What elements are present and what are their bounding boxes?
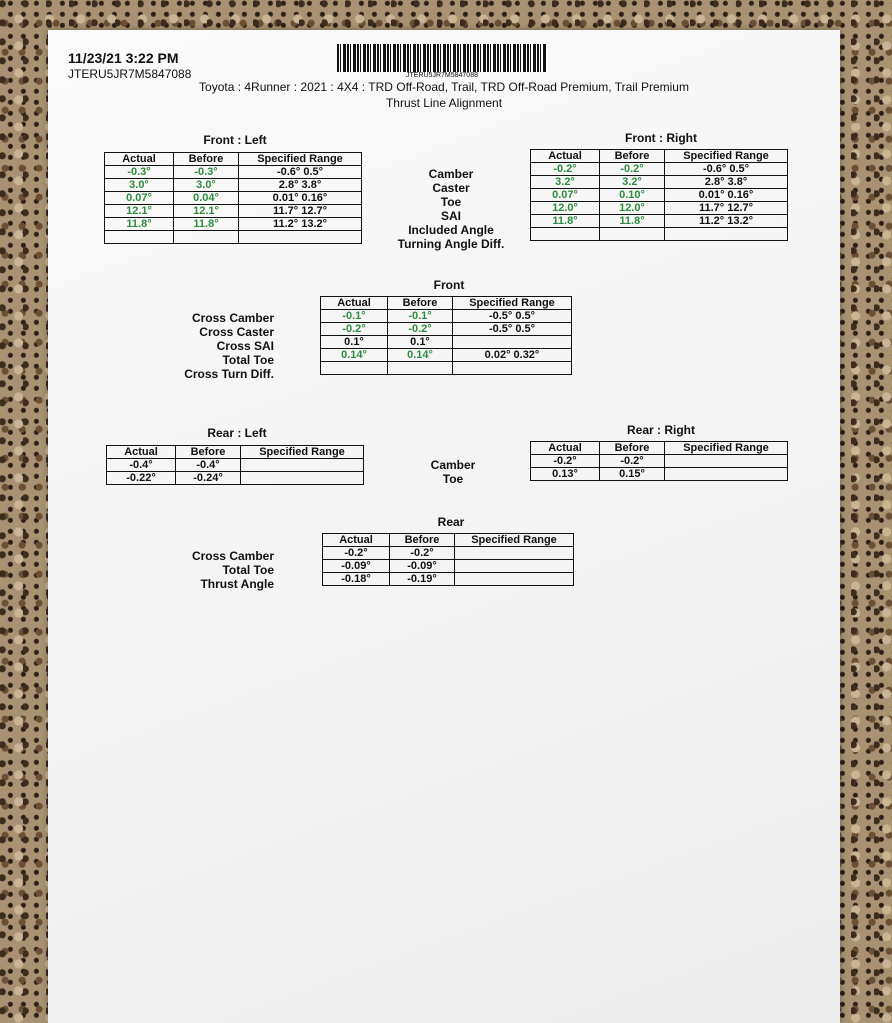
row-label: Toe xyxy=(440,195,462,209)
cell-actual xyxy=(105,231,174,244)
cell-before: -0.4° xyxy=(176,459,241,472)
cell-actual: 0.07° xyxy=(105,192,174,205)
cell-actual: 3.2° xyxy=(531,176,600,189)
col-before: Before xyxy=(390,534,455,547)
cell-range xyxy=(455,573,574,586)
table-row xyxy=(105,179,362,192)
table-row xyxy=(531,228,788,241)
front-cross-table xyxy=(320,296,572,375)
table-row xyxy=(105,205,362,218)
table-row xyxy=(531,202,788,215)
table-row xyxy=(323,560,574,573)
cell-range xyxy=(453,362,572,375)
cell-range: 2.8° 3.8° xyxy=(239,179,362,192)
table-row xyxy=(321,323,572,336)
row-label: Total Toe xyxy=(222,563,274,577)
cell-actual: 12.1° xyxy=(105,205,174,218)
table-row xyxy=(105,231,362,244)
cell-actual: -0.22° xyxy=(107,472,176,485)
col-range: Specified Range xyxy=(665,442,788,455)
cell-range xyxy=(455,560,574,573)
cell-range xyxy=(665,455,788,468)
table-row xyxy=(531,163,788,176)
cell-actual: -0.2° xyxy=(323,547,390,560)
rear-left-title: Rear : Left xyxy=(207,426,267,440)
row-label: Camber xyxy=(430,458,476,472)
cell-actual: 0.13° xyxy=(531,468,600,481)
row-label: Cross Turn Diff. xyxy=(184,367,274,381)
cell-actual: -0.2° xyxy=(321,323,388,336)
cell-before xyxy=(388,362,453,375)
cell-before: 3.0° xyxy=(174,179,239,192)
table-row xyxy=(107,472,364,485)
table-row xyxy=(531,176,788,189)
table-row xyxy=(321,310,572,323)
table-row xyxy=(321,336,572,349)
table-row xyxy=(107,459,364,472)
col-range: Specified Range xyxy=(241,446,364,459)
rear-right-title: Rear : Right xyxy=(626,423,695,437)
cell-before: 12.0° xyxy=(600,202,665,215)
cell-actual: -0.2° xyxy=(531,455,600,468)
cell-before: 0.04° xyxy=(174,192,239,205)
cell-range xyxy=(455,547,574,560)
cell-before: -0.3° xyxy=(174,166,239,179)
cell-range: -0.5° 0.5° xyxy=(453,310,572,323)
cell-before: -0.1° xyxy=(388,310,453,323)
col-actual: Actual xyxy=(105,153,174,166)
cell-range: -0.5° 0.5° xyxy=(453,323,572,336)
cell-actual: 0.14° xyxy=(321,349,388,362)
row-label: Cross SAI xyxy=(216,339,274,353)
cell-before: 0.1° xyxy=(388,336,453,349)
row-label: Cross Camber xyxy=(191,311,274,325)
cell-before: -0.24° xyxy=(176,472,241,485)
front-right-title: Front : Right xyxy=(625,131,697,145)
front-row-labels xyxy=(378,167,524,251)
col-range: Specified Range xyxy=(239,153,362,166)
cell-range xyxy=(453,336,572,349)
front-cross-title: Front xyxy=(433,278,465,292)
vehicle-description: Toyota : 4Runner : 2021 : 4X4 : TRD Off-Road, Trail, TRD Off-Road Premium, Trail Premium xyxy=(199,80,689,94)
col-actual: Actual xyxy=(323,534,390,547)
cell-actual xyxy=(321,362,388,375)
cell-before: -0.19° xyxy=(390,573,455,586)
cell-range: 0.01° 0.16° xyxy=(239,192,362,205)
row-label: Cross Caster xyxy=(199,325,274,339)
col-before: Before xyxy=(176,446,241,459)
rear-row-labels xyxy=(408,458,498,486)
cell-before: 12.1° xyxy=(174,205,239,218)
rear-cross-table xyxy=(322,533,574,586)
col-range: Specified Range xyxy=(455,534,574,547)
cell-range xyxy=(239,231,362,244)
cell-range: -0.6° 0.5° xyxy=(239,166,362,179)
col-actual: Actual xyxy=(531,150,600,163)
cell-before xyxy=(600,228,665,241)
cell-actual: 12.0° xyxy=(531,202,600,215)
table-row xyxy=(105,166,362,179)
front-left-table xyxy=(104,152,362,244)
cell-range: 11.7° 12.7° xyxy=(239,205,362,218)
cell-before: -0.2° xyxy=(600,455,665,468)
cell-actual: 11.8° xyxy=(105,218,174,231)
col-actual: Actual xyxy=(321,297,388,310)
row-label: Thrust Angle xyxy=(200,577,274,591)
cell-actual: -0.09° xyxy=(323,560,390,573)
col-actual: Actual xyxy=(107,446,176,459)
table-row xyxy=(321,349,572,362)
cell-range xyxy=(241,459,364,472)
cell-actual: 3.0° xyxy=(105,179,174,192)
col-range: Specified Range xyxy=(665,150,788,163)
row-label: Included Angle xyxy=(408,223,494,237)
cell-actual: -0.1° xyxy=(321,310,388,323)
rear-right-table xyxy=(530,441,788,481)
table-row xyxy=(321,362,572,375)
alignment-type: Thrust Line Alignment xyxy=(385,96,503,110)
cell-actual: -0.18° xyxy=(323,573,390,586)
cell-before: 0.14° xyxy=(388,349,453,362)
table-row xyxy=(531,468,788,481)
cell-before: -0.2° xyxy=(388,323,453,336)
cell-range: 2.8° 3.8° xyxy=(665,176,788,189)
cell-before: -0.2° xyxy=(600,163,665,176)
table-row xyxy=(105,192,362,205)
cell-range: 11.2° 13.2° xyxy=(665,215,788,228)
cell-actual: 0.1° xyxy=(321,336,388,349)
cell-before: 0.15° xyxy=(600,468,665,481)
front-right-table xyxy=(530,149,788,241)
table-row xyxy=(105,218,362,231)
col-before: Before xyxy=(600,150,665,163)
cell-range: -0.6° 0.5° xyxy=(665,163,788,176)
cell-actual: -0.2° xyxy=(531,163,600,176)
cell-actual xyxy=(531,228,600,241)
row-label: Cross Camber xyxy=(191,549,274,563)
rear-cross-title: Rear xyxy=(437,515,465,529)
cell-range xyxy=(665,468,788,481)
cell-actual: -0.3° xyxy=(105,166,174,179)
cell-before: 11.8° xyxy=(600,215,665,228)
table-row xyxy=(531,455,788,468)
vin-barcode xyxy=(337,44,547,72)
cell-before xyxy=(174,231,239,244)
barcode-caption: JTERU5JR7M5847088 xyxy=(406,72,478,79)
col-before: Before xyxy=(600,442,665,455)
col-before: Before xyxy=(174,153,239,166)
col-range: Specified Range xyxy=(453,297,572,310)
cell-actual: 11.8° xyxy=(531,215,600,228)
col-actual: Actual xyxy=(531,442,600,455)
alignment-printout xyxy=(48,30,840,1023)
cell-range xyxy=(241,472,364,485)
cell-before: -0.2° xyxy=(390,547,455,560)
cell-range: 11.7° 12.7° xyxy=(665,202,788,215)
rear-cross-labels xyxy=(144,549,274,591)
cell-before: 0.10° xyxy=(600,189,665,202)
row-label: Camber xyxy=(428,167,474,181)
table-row xyxy=(323,547,574,560)
front-left-title: Front : Left xyxy=(203,133,267,147)
cell-actual: -0.4° xyxy=(107,459,176,472)
rear-left-table xyxy=(106,445,364,485)
cell-range: 0.02° 0.32° xyxy=(453,349,572,362)
cell-before: 3.2° xyxy=(600,176,665,189)
front-cross-labels xyxy=(144,311,274,381)
table-row xyxy=(531,215,788,228)
vin-number: JTERU5JR7M5847088 xyxy=(68,67,192,81)
row-label: SAI xyxy=(440,209,461,223)
cell-before: -0.09° xyxy=(390,560,455,573)
col-before: Before xyxy=(388,297,453,310)
print-datetime: 11/23/21 3:22 PM xyxy=(68,50,179,66)
cell-range: 0.01° 0.16° xyxy=(665,189,788,202)
table-row xyxy=(323,573,574,586)
row-label: Toe xyxy=(442,472,464,486)
cell-before: 11.8° xyxy=(174,218,239,231)
cell-actual: 0.07° xyxy=(531,189,600,202)
cell-range: 11.2° 13.2° xyxy=(239,218,362,231)
table-row xyxy=(531,189,788,202)
row-label: Total Toe xyxy=(222,353,274,367)
row-label: Turning Angle Diff. xyxy=(397,237,505,251)
row-label: Caster xyxy=(432,181,470,195)
cell-range xyxy=(665,228,788,241)
